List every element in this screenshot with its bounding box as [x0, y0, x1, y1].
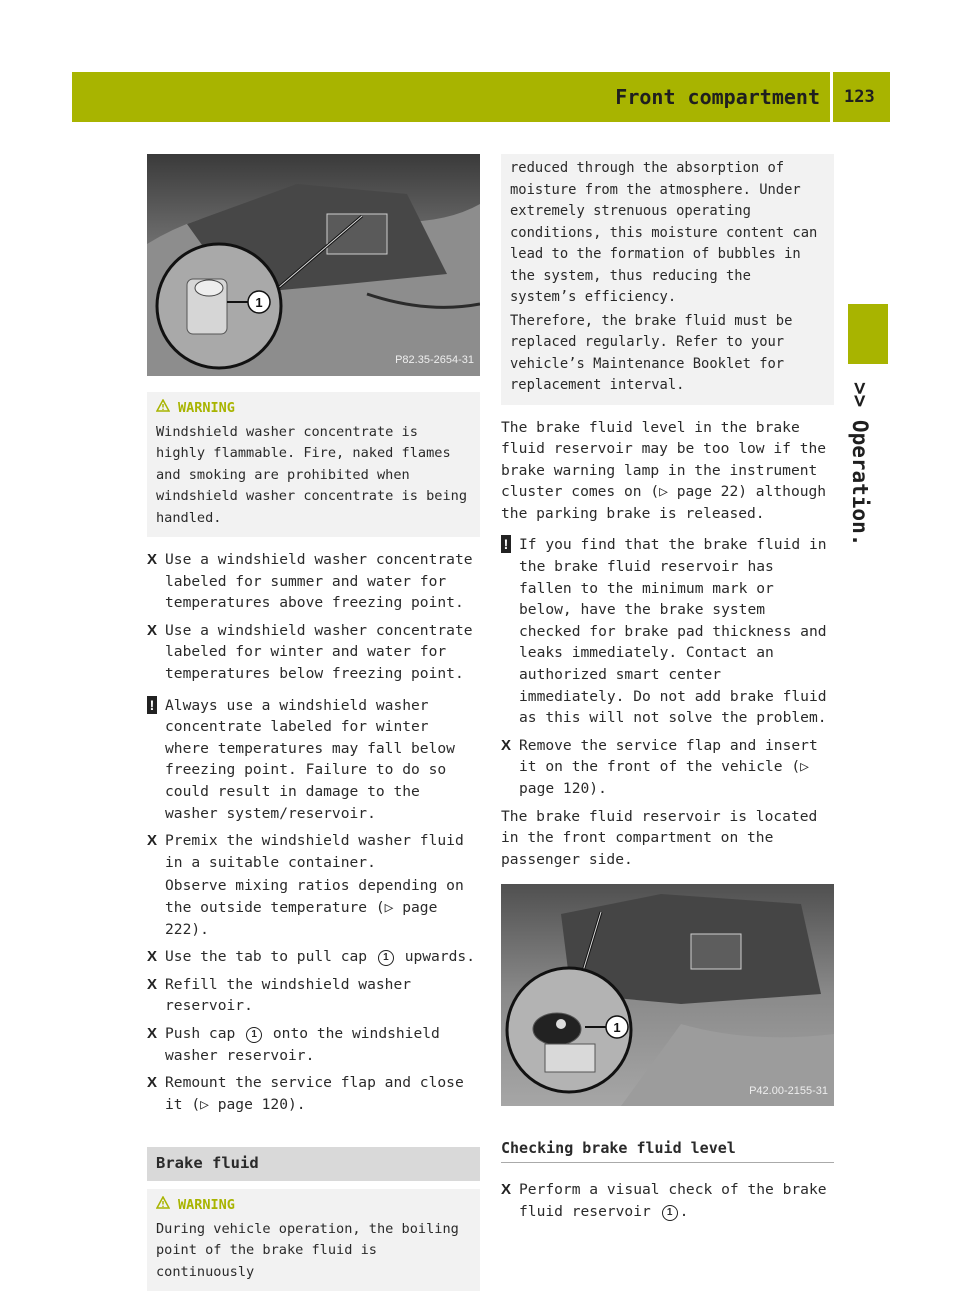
warning-text: reduced through the absorption of moisture from the atmosphere. Under extremely strenuous operating conditions, this moisture content can lead to the formation of bubbles in the system, thus reducing the system’s efficiency. [510, 160, 818, 305]
list-item: X Use the tab to pull cap 1 upwards. [147, 946, 480, 968]
callout-1-icon: 1 [246, 1027, 262, 1043]
list-item: X Use a windshield washer concentrate labeled for summer and water for temperatures above freezing point. [147, 551, 473, 612]
warning-triangle-icon [156, 398, 170, 420]
svg-text:1: 1 [613, 1020, 621, 1036]
warning-continued-box [501, 154, 834, 405]
arrow-bullet-icon: X [501, 736, 512, 754]
paragraph: The brake fluid level in the brake fluid reservoir may be too low if the brake warning lamp in the instrument cluster comes on (▷ page 22) although the parking brake is released. [501, 418, 827, 522]
page-title: Front compartment [615, 85, 820, 109]
warning-text: During vehicle operation, the boiling point of the brake fluid is continuously [156, 1220, 459, 1280]
list-item: X Perform a visual check of the brake fluid reservoir 1 . [501, 1180, 827, 1220]
list-item: X Push cap 1 onto the windshield washer reservoir. [147, 1024, 440, 1064]
warning-text: Therefore, the brake fluid must be replaced regularly. Refer to your vehicle’s Maintenance Booklet for replacement interval. [510, 312, 793, 393]
arrow-bullet-icon: X [147, 551, 158, 569]
subsection-heading: Checking brake fluid level [501, 1138, 834, 1163]
callout-1-icon: 1 [662, 1205, 678, 1221]
warning-box [147, 392, 480, 537]
callout-1-icon: 1 [378, 950, 394, 966]
warning-text: Windshield washer concentrate is highly flammable. Fire, naked flames and smoking are prohibited when windshield washer concentrate is being handled. [156, 423, 467, 526]
warning-box [147, 1189, 480, 1291]
note-item: ! If you find that the brake fluid in the brake fluid reservoir has fallen to the minimum mark or below, have the brake system checked for brake pad thickness and leaks immediately. Contact an authorized smart center immediately. Do not add brake fluid as this will not solve the problem. [501, 534, 834, 728]
washer-reservoir-photo [147, 154, 480, 376]
list-item-sub: Observe mixing ratios depending on the outside temperature (▷ page 222). [165, 877, 464, 938]
arrow-bullet-icon: X [147, 1024, 158, 1042]
list-item: X Remount the service flap and close it (▷ page 120). [147, 1074, 464, 1113]
list-item: X Use a windshield washer concentrate labeled for winter and water for temperatures below freezing point. [147, 621, 473, 683]
left-column [147, 154, 480, 1291]
photo-code: P82.35-2654-31 [395, 354, 474, 367]
warning-label: WARNING [178, 1196, 235, 1213]
header-divider [830, 72, 833, 122]
arrow-bullet-icon: X [147, 975, 158, 993]
list-item: X Refill the windshield washer reservoir. [147, 975, 412, 1015]
arrow-bullet-icon: X [147, 1074, 158, 1092]
arrow-bullet-icon: X [147, 832, 158, 850]
note-item: ! Always use a windshield washer concentrate labeled for winter where temperatures may fall below freezing point. Failure to do so could result in damage to the washer system/reservoir. [147, 695, 480, 825]
photo-code: P42.00-2155-31 [749, 1084, 828, 1097]
right-column [501, 154, 834, 1222]
section-heading: Brake fluid [147, 1147, 480, 1181]
list-item: X Remove the service flap and insert it on the front of the vehicle (▷ page 120). [501, 736, 818, 797]
list-item: X Premix the windshield washer fluid in a suitable container. [147, 832, 464, 871]
arrow-bullet-icon: X [147, 621, 158, 639]
exclamation-icon: ! [501, 535, 511, 553]
warning-triangle-icon [156, 1195, 170, 1217]
arrow-bullet-icon: X [501, 1180, 512, 1198]
warning-label: WARNING [178, 400, 235, 416]
side-tab [848, 304, 888, 364]
brake-fluid-reservoir-photo [501, 884, 834, 1106]
arrow-bullet-icon: X [147, 948, 158, 966]
svg-text:1: 1 [255, 295, 263, 310]
page-number: 123 [844, 87, 875, 107]
exclamation-icon: ! [147, 696, 157, 714]
side-section-label: >> Operation. [848, 382, 872, 547]
paragraph: The brake fluid reservoir is located in the front compartment on the passenger side. [501, 807, 818, 868]
